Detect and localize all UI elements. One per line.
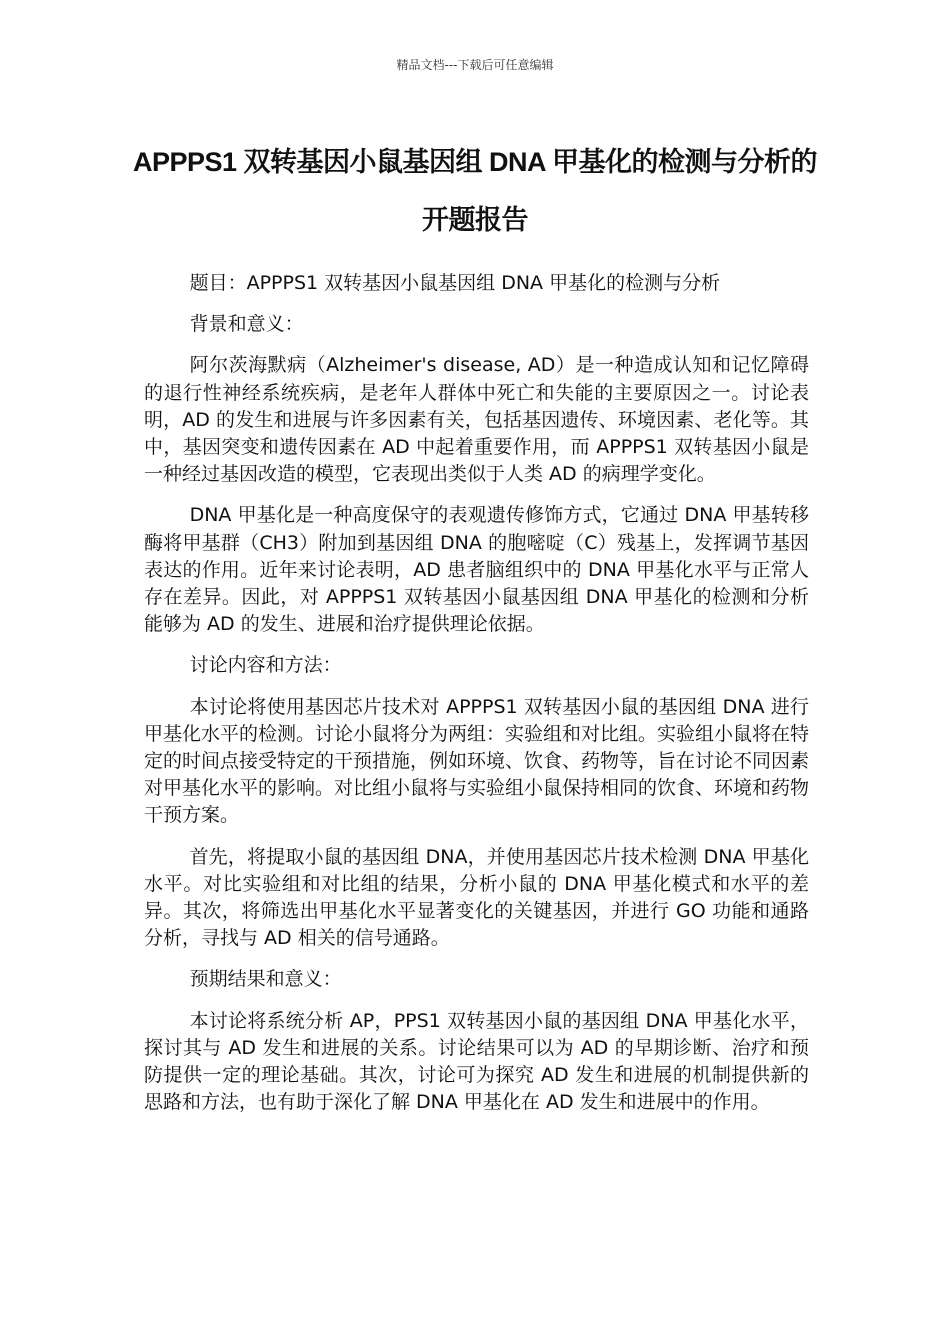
paragraph-methods-analysis: 首先，将提取小鼠的基因组 DNA，并使用基因芯片技术检测 DNA 甲基化水平。对比实验组和对比组的结果，分析小鼠的 DNA 甲基化模式和水平的差异。其次，将筛选出甲基化水平显著变化的关键基因，并进行 GO 功能和通路分析，寻找与 AD 相关的信号通路。 xyxy=(144,845,809,950)
document-title: APPPS1 双转基因小鼠基因组 DNA 甲基化的检测与分析的开题报告 xyxy=(132,147,818,235)
paragraph-methods-design: 本讨论将使用基因芯片技术对 APPPS1 双转基因小鼠的基因组 DNA 进行甲基化水平的检测。讨论小鼠将分为两组：实验组和对比组。实验组小鼠将在特定的时间点接受特定的干预措施，例如环境、饮食、药物等，旨在讨论不同因素对甲基化水平的影响。对比组小鼠将与实验组小鼠保持相同的饮食、环境和药物干预方案。 xyxy=(144,695,810,827)
section-heading-methods: 讨论内容和方法： xyxy=(189,654,342,677)
topic-line: 题目：APPPS1 双转基因小鼠基因组 DNA 甲基化的检测与分析 xyxy=(189,272,721,294)
section-heading-background: 背景和意义： xyxy=(189,313,304,336)
paragraph-background-methylation: DNA 甲基化是一种高度保守的表观遗传修饰方式，它通过 DNA 甲基转移酶将甲基群（CH3）附加到基因组 DNA 的胞嘧啶（C）残基上，发挥调节基因表达的作用。近年来讨论表明，AD 患者脑组织中的 DNA 甲基化水平与正常人存在差异。因此，对 APPPS1 双转基因小鼠基因组 DNA 甲基化的检测和分析能够为 AD 的发生、进展和治疗提供理论依据。 xyxy=(144,504,809,636)
paragraph-background-ad: 阿尔茨海默病（Alzheimer's disease, AD）是一种造成认知和记忆障碍的退行性神经系统疾病，是老年人群体中死亡和失能的主要原因之一。讨论表明，AD 的发生和进展与许多因素有关，包括基因遗传、环境因素、老化等。其中，基因突变和遗传因素在 AD 中起着重要作用，而 APPPS1 双转基因小鼠是一种经过基因改造的模型，它表现出类似于人类 AD 的病理学变化。 xyxy=(144,354,809,486)
page-header-note: 精品文档---下载后可任意编辑 xyxy=(396,58,554,72)
section-heading-expected-results: 预期结果和意义： xyxy=(189,968,342,991)
paragraph-expected-results: 本讨论将系统分析 AP，PPS1 双转基因小鼠的基因组 DNA 甲基化水平，探讨其与 AD 发生和进展的关系。讨论结果可以为 AD 的早期诊断、治疗和预防提供一定的理论基础。其次，讨论可为探究 AD 发生和进展的机制提供新的思路和方法，也有助于深化了解 DNA 甲基化在 AD 发生和进展中的作用。 xyxy=(144,1009,809,1114)
document-body xyxy=(144,270,809,1130)
